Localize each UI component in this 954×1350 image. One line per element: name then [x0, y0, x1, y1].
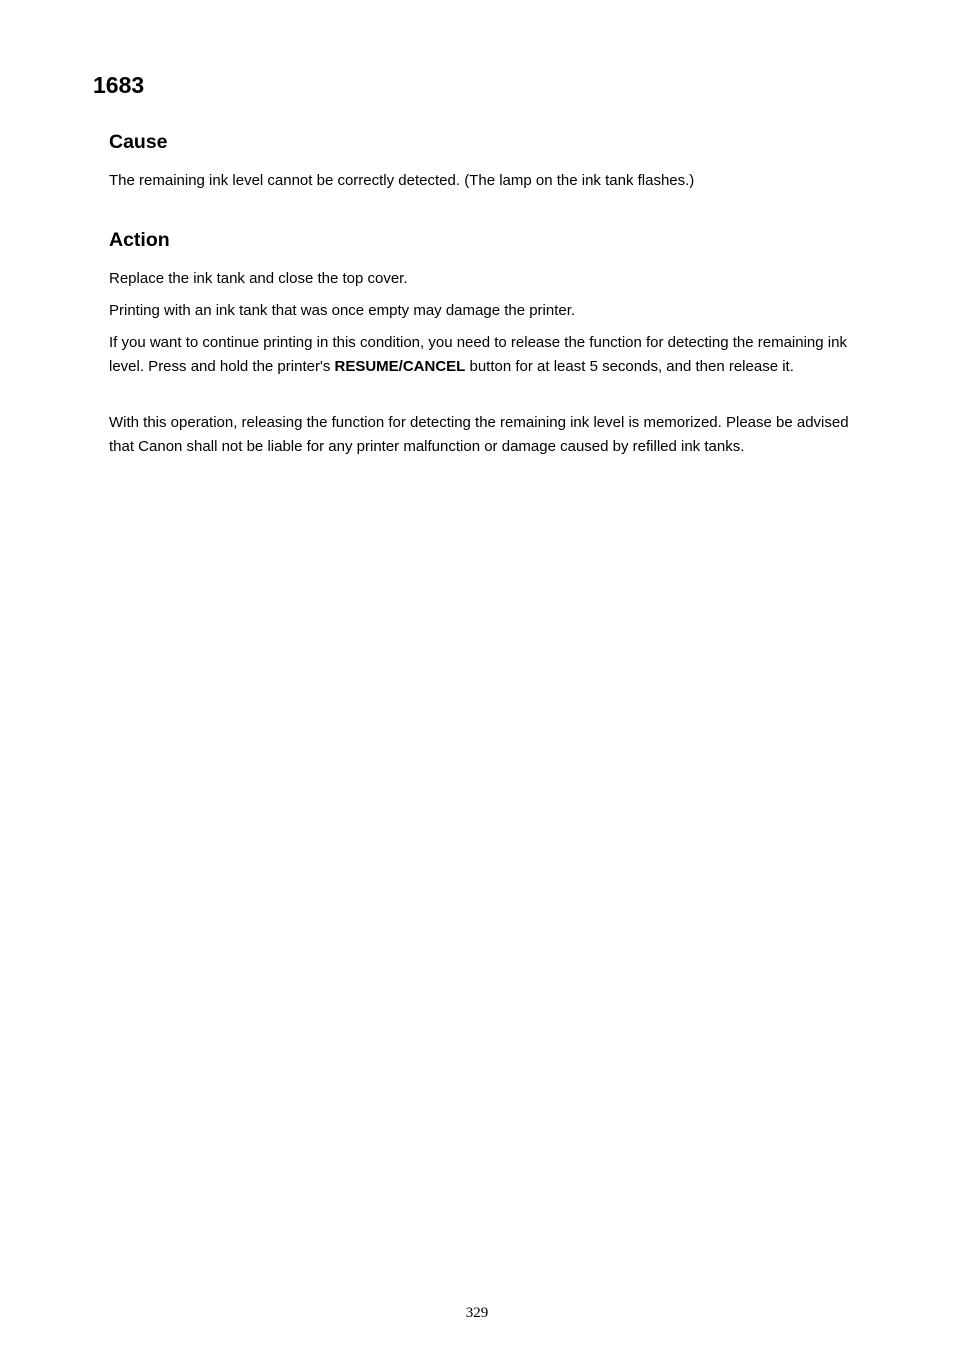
action-paragraph-1: Replace the ink tank and close the top cover. — [109, 270, 408, 287]
resume-cancel-button-name: RESUME/CANCEL — [334, 358, 466, 375]
page-number: 329 — [465, 1305, 489, 1321]
action-heading: Action — [109, 229, 170, 251]
cause-heading: Cause — [109, 131, 168, 153]
action-paragraph-2: Printing with an ink tank that was once empty may damage the printer. — [109, 302, 576, 319]
action-paragraph-4: With this operation, releasing the function for detecting the remaining ink level is memorized. Please be advised that Canon shall not be liable for any printer malfunction or damage caused by refilled ink tanks. — [109, 414, 849, 455]
action-paragraph-3 — [109, 331, 869, 379]
action-paragraph-3-text-after: button for at least 5 seconds, and then release it. — [465, 358, 794, 375]
cause-text: The remaining ink level cannot be correctly detected. (The lamp on the ink tank flashes.) — [109, 172, 695, 189]
page-title: 1683 — [93, 72, 145, 98]
action-paragraph-3-text-before: If you want to continue printing in this condition, you need to release the function for detecting the remaining ink level. Press and hold the printer's — [109, 334, 847, 375]
